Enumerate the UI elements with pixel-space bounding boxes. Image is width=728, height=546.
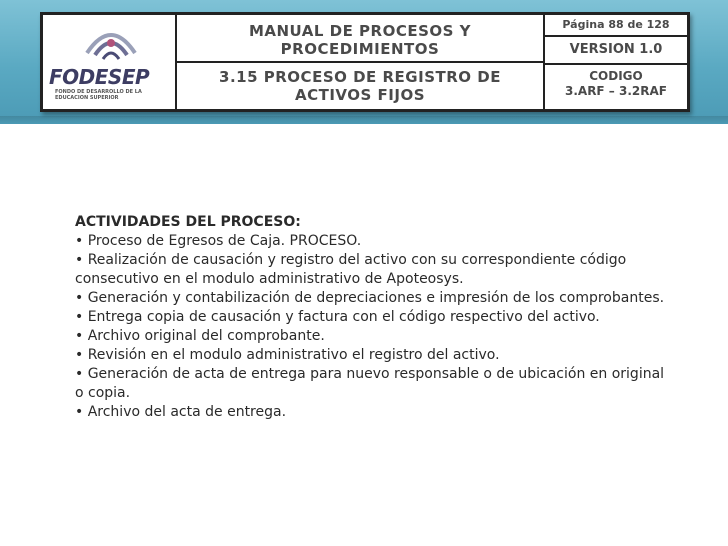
process-title-cell: [177, 63, 545, 109]
activities-heading: ACTIVIDADES DEL PROCESO:: [75, 214, 301, 230]
activity-item: • Archivo del acta de entrega.: [75, 404, 287, 420]
header-band-shadow: [0, 116, 728, 124]
activity-item: • Archivo original del comprobante.: [75, 328, 325, 344]
page-number: Página 88 de 128: [545, 15, 687, 37]
manual-title-cell: [177, 15, 545, 63]
manual-title-line2: PROCEDIMIENTOS: [280, 40, 440, 58]
document-meta-cell: [545, 15, 687, 109]
fodesep-logo-icon: [81, 23, 141, 63]
code-block: [545, 65, 687, 109]
document-header-table: [40, 12, 690, 112]
logo-subtitle: FONDO DE DESARROLLO DE LA EDUCACION SUPERIOR: [55, 89, 142, 101]
process-activities: [75, 213, 675, 422]
process-title-line2: ACTIVOS FIJOS: [294, 86, 425, 104]
manual-title-line1: MANUAL DE PROCESOS Y: [248, 22, 472, 40]
activity-item: • Revisión en el modulo administrativo el registro del activo.: [75, 347, 500, 363]
activity-item: • Realización de causación y registro del activo con su correspondiente código consecutivo en el modulo administrativo de Apoteosys.: [75, 252, 631, 287]
code-label: CODIGO: [589, 69, 643, 83]
activity-item: • Proceso de Egresos de Caja. PROCESO.: [75, 233, 362, 249]
code-value: 3.ARF – 3.2RAF: [565, 84, 667, 98]
process-title-line1: 3.15 PROCESO DE REGISTRO DE: [219, 68, 501, 86]
logo-wordmark: FODESEP: [49, 65, 150, 89]
activity-item: • Generación y contabilización de depreciaciones e impresión de los comprobantes.: [75, 290, 665, 306]
version-label: VERSION 1.0: [545, 37, 687, 65]
activity-item: • Generación de acta de entrega para nuevo responsable o de ubicación en original o copia.: [75, 366, 669, 401]
activity-item: • Entrega copia de causación y factura con el código respectivo del activo.: [75, 309, 600, 325]
logo-cell: [43, 15, 177, 109]
